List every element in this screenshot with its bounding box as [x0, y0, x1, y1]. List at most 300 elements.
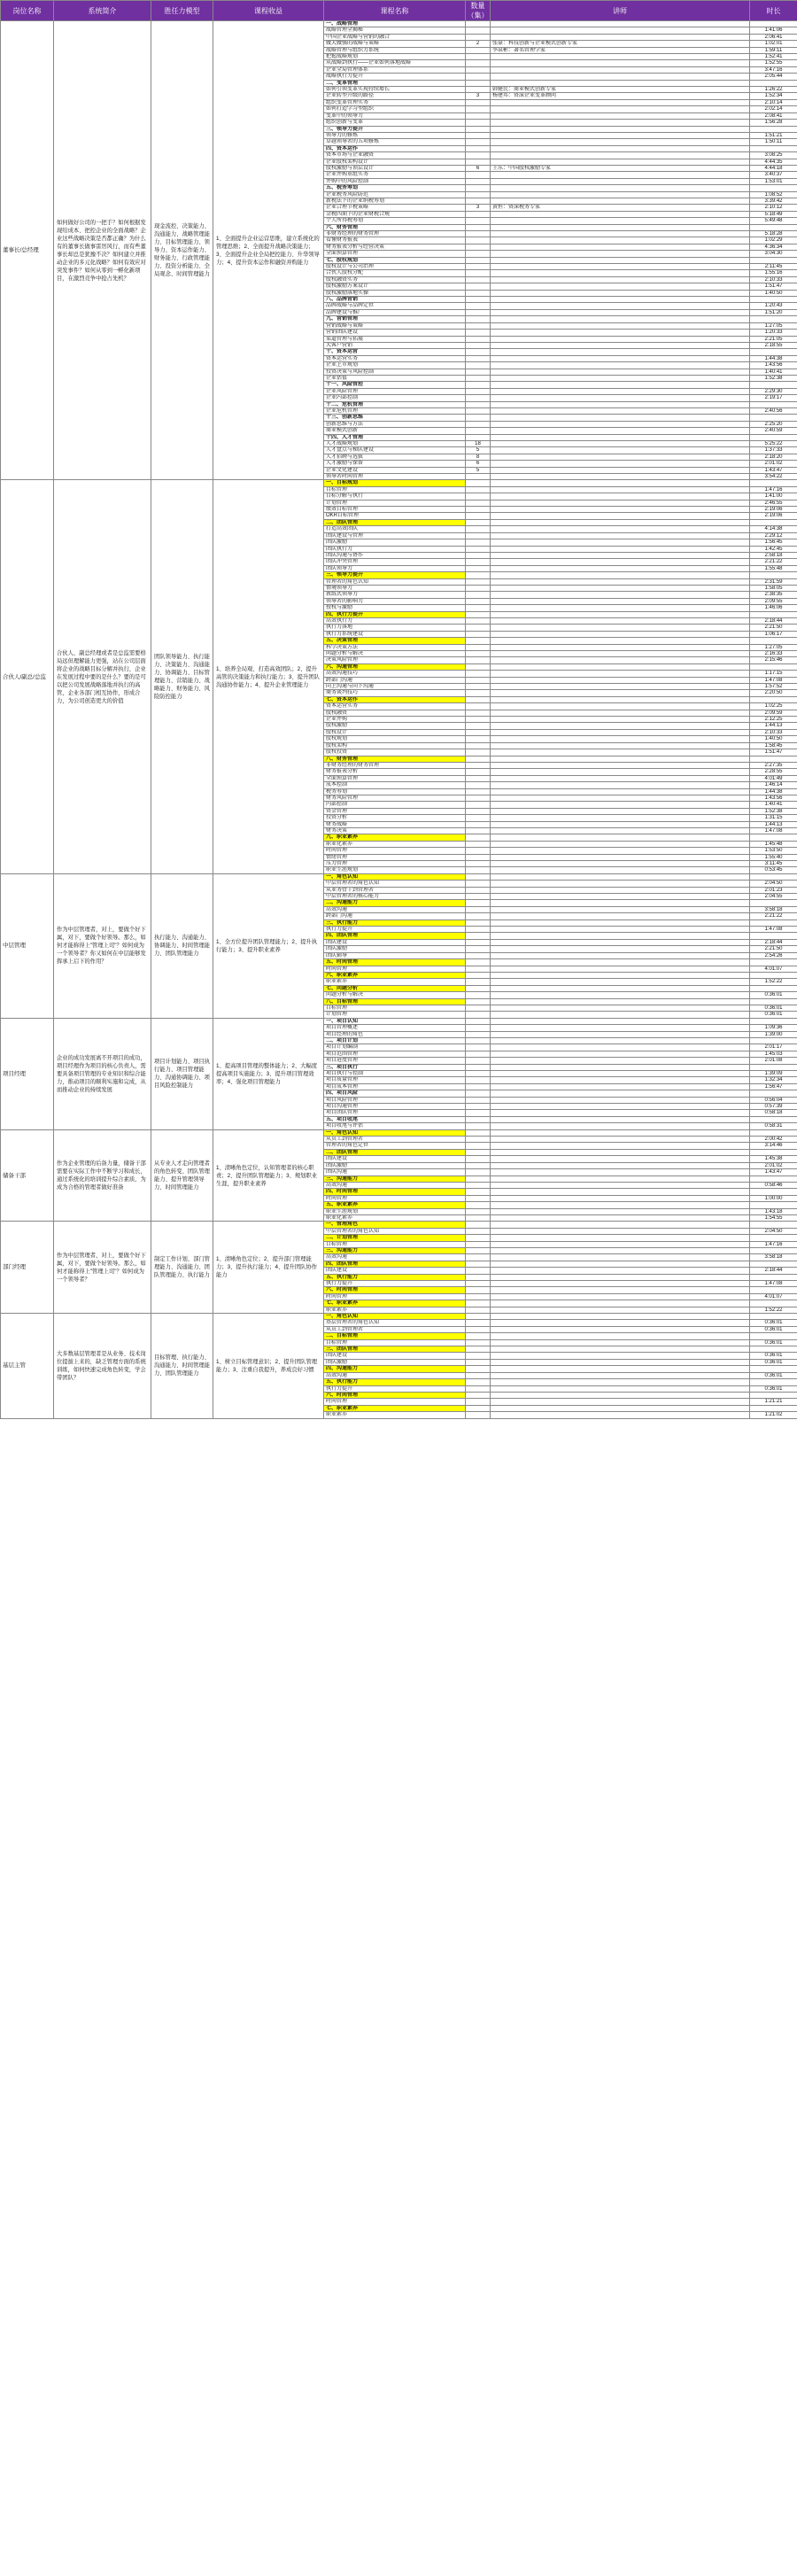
course-name: 七、职业素养: [324, 1405, 466, 1411]
course-teacher: [491, 625, 750, 631]
course-duration: 0:36:01: [750, 1353, 797, 1359]
course-count: [466, 1268, 491, 1274]
course-name: 金税四期下的企业财税合规: [324, 211, 466, 217]
course-teacher: [491, 99, 750, 105]
course-teacher: [491, 611, 750, 617]
course-name: 新税法下的企业纳税筹划: [324, 198, 466, 204]
course-count: [466, 355, 491, 361]
course-duration: 2:18:20: [750, 454, 797, 460]
course-count: [466, 592, 491, 598]
course-count: [466, 330, 491, 336]
course-count: [466, 762, 491, 768]
course-count: [466, 979, 491, 985]
group-position: 基层主管: [1, 1314, 54, 1419]
course-count: [466, 322, 491, 329]
course-teacher: [491, 873, 750, 880]
course-name: 如何引领变革实现持续增长: [324, 87, 466, 93]
course-duration: 1:47:16: [750, 486, 797, 493]
group-benefit: 1、提高项目管理的整体能力；2、大幅度提高项目实施能力；3、提升项目管理效率；4、强化项目管理能力: [213, 1018, 324, 1129]
course-duration: 0:53:45: [750, 867, 797, 873]
course-teacher: [491, 106, 750, 113]
course-count: [466, 900, 491, 906]
course-count: [466, 1326, 491, 1332]
course-name: 一、项目认知: [324, 1018, 466, 1024]
course-teacher: [491, 906, 750, 912]
course-name: 八、目标管理: [324, 998, 466, 1005]
course-duration: 1:54:55: [750, 1214, 797, 1221]
course-teacher: [491, 1037, 750, 1044]
course-duration: 1:37:33: [750, 447, 797, 454]
course-name: 全面预算管理: [324, 251, 466, 257]
course-duration: 0:36:01: [750, 992, 797, 998]
course-name: 跨部门沟通: [324, 913, 466, 919]
course-teacher: [491, 382, 750, 388]
course-count: [466, 1405, 491, 1411]
course-count: [466, 159, 491, 165]
course-duration: 1:40:41: [750, 369, 797, 375]
course-count: [466, 644, 491, 650]
course-name: 二、变革管理: [324, 80, 466, 86]
header-goal: 胜任力模型: [151, 1, 213, 21]
group-intro: 合伙人、副总经理或者是总监需要格局远但理解能力更强，站在公司层面将企业的战略目标分解并执行，企业在发展过程中要的是什么？要的是可以把公司发展战略落地并执行的高管，企业各部门相互协作，形成合力，为公司创造更大的价值: [54, 480, 151, 873]
course-name: 商业模式创新: [324, 428, 466, 434]
course-count: [466, 1202, 491, 1208]
course-teacher: [491, 881, 750, 887]
course-duration: [750, 1222, 797, 1228]
course-duration: 2:01:02: [750, 461, 797, 467]
course-count: [466, 231, 491, 237]
course-teacher: [491, 1025, 750, 1031]
course-name: 股权激励与顶层设计: [324, 165, 466, 171]
course-name: 决策风险管理: [324, 657, 466, 663]
course-name: 团队领导力: [324, 565, 466, 571]
course-name: 股权设计: [324, 729, 466, 735]
course-name: 四、执行力提升: [324, 611, 466, 617]
course-name: 资金管理: [324, 808, 466, 814]
course-count: 6: [466, 165, 491, 171]
course-duration: 1:47:08: [750, 1281, 797, 1287]
course-teacher: [491, 710, 750, 716]
group-intro: 企业的成功发展离不开项目的成功，项目经理作为项目的核心负责人，需要具备项目管理的专业知识和综合能力，推动项目的顺利实施和完成，从而推动企业的持续发展: [54, 1018, 151, 1129]
course-duration: 0:36:01: [750, 1385, 797, 1392]
course-teacher: [491, 526, 750, 532]
course-name: 项目沟通管理: [324, 1104, 466, 1110]
course-duration: 3:58:18: [750, 1254, 797, 1261]
course-name: 二、项目计划: [324, 1037, 466, 1044]
course-count: [466, 565, 491, 571]
course-teacher: [491, 802, 750, 808]
course-name: 七、问题分析: [324, 985, 466, 991]
course-count: [466, 152, 491, 159]
course-name: 六、沟通管理: [324, 663, 466, 670]
course-count: [466, 1399, 491, 1405]
course-name: 人才招聘与选拔: [324, 454, 466, 460]
course-teacher: [491, 362, 750, 369]
course-duration: 1:55:48: [750, 565, 797, 571]
course-count: [466, 126, 491, 132]
course-teacher: [491, 467, 750, 473]
course-count: [466, 1307, 491, 1313]
course-duration: 1:43:47: [750, 1169, 797, 1175]
course-teacher: [491, 1110, 750, 1116]
course-duration: 0:58:31: [750, 1123, 797, 1129]
course-duration: 2:21:50: [750, 625, 797, 631]
course-duration: 1:21:21: [750, 1399, 797, 1405]
course-name: 团队建设: [324, 1268, 466, 1274]
course-duration: [750, 919, 797, 926]
course-name: 税务筹划: [324, 788, 466, 795]
course-count: [466, 617, 491, 624]
course-teacher: 韩健民：商业模式创新专家: [491, 87, 750, 93]
course-name: 情绪管理: [324, 854, 466, 860]
course-name: 二、团队管理: [324, 519, 466, 525]
course-count: [466, 1077, 491, 1083]
course-teacher: [491, 342, 750, 348]
course-name: 卓越领导者的五项修炼: [324, 139, 466, 145]
course-duration: [750, 756, 797, 762]
course-teacher: [491, 559, 750, 565]
header-position: 岗位名称: [1, 1, 54, 21]
course-teacher: [491, 919, 750, 926]
course-teacher: [491, 854, 750, 860]
course-name: 项目经理的角色: [324, 1031, 466, 1037]
course-duration: 1:42:45: [750, 546, 797, 552]
course-teacher: [491, 1261, 750, 1267]
course-count: [466, 1287, 491, 1293]
course-teacher: [491, 848, 750, 854]
course-count: [466, 585, 491, 591]
course-duration: 1:45:38: [750, 1156, 797, 1162]
course-teacher: [491, 316, 750, 322]
course-teacher: [491, 113, 750, 119]
course-duration: [750, 873, 797, 880]
course-name: 五、执行能力: [324, 1379, 466, 1385]
course-teacher: 李泉彬：著名管理学家: [491, 47, 750, 53]
course-name: 绩效目标管理: [324, 507, 466, 513]
course-teacher: [491, 198, 750, 204]
course-teacher: [491, 145, 750, 151]
course-duration: [750, 611, 797, 617]
course-duration: 2:01:17: [750, 1044, 797, 1051]
course-name: 股权规划: [324, 736, 466, 742]
course-duration: 2:54:26: [750, 952, 797, 958]
course-name: 一、管理角色: [324, 1222, 466, 1228]
group-benefit: 1、培养全局观、打造高效团队；2、提升高管的决策能力和执行能力；3、提升团队沟通协作能力；4、提升企业管理能力: [213, 480, 324, 873]
course-name: 四、资本运作: [324, 145, 466, 151]
course-name: 全面预算管理: [324, 775, 466, 781]
course-name: 股权融资实务: [324, 276, 466, 283]
course-name: 战略管理全揭秘: [324, 27, 466, 34]
course-name: 股权设计与公司治理: [324, 264, 466, 270]
course-name: 执行力落地: [324, 625, 466, 631]
course-teacher: [491, 605, 750, 611]
course-teacher: [491, 1064, 750, 1070]
course-duration: 4:36:34: [750, 244, 797, 250]
course-count: [466, 939, 491, 945]
course-count: [466, 493, 491, 500]
course-duration: 2:06:41: [750, 34, 797, 40]
course-duration: 2:10:33: [750, 276, 797, 283]
course-count: [466, 723, 491, 729]
course-count: [466, 919, 491, 926]
course-duration: 1:47:08: [750, 677, 797, 683]
course-teacher: [491, 1412, 750, 1418]
course-count: [466, 388, 491, 394]
course-count: [466, 1300, 491, 1307]
course-count: [466, 434, 491, 440]
course-duration: 1:53:50: [750, 848, 797, 854]
course-teacher: [491, 1359, 750, 1365]
course-duration: [750, 1366, 797, 1372]
course-duration: [750, 1090, 797, 1097]
course-duration: [750, 1379, 797, 1385]
course-name: 团队激励: [324, 1162, 466, 1168]
course-teacher: [491, 1326, 750, 1332]
section-row: [1, 1018, 797, 1024]
course-teacher: [491, 1333, 750, 1339]
course-teacher: [491, 1018, 750, 1024]
course-count: [466, 382, 491, 388]
course-name: 目标管理: [324, 1241, 466, 1247]
course-duration: 1:52:38: [750, 375, 797, 381]
course-count: [466, 881, 491, 887]
course-teacher: [491, 1077, 750, 1083]
course-name: 十四、人才管理: [324, 434, 466, 440]
course-duration: [750, 1247, 797, 1253]
group-benefit: 1、全面提升企业运营思维，建立系统化的管理思维；2、全面提升战略决策能力；3、全面提升企业全局把控能力、升华领导力；4、提升资本运作和融资并购能力: [213, 21, 324, 480]
course-teacher: [491, 887, 750, 893]
course-count: [466, 532, 491, 539]
course-duration: 4:14:38: [750, 526, 797, 532]
course-name: 企业税务风险防范: [324, 191, 466, 198]
section-row: [1, 21, 797, 27]
course-name: 五、决策管理: [324, 638, 466, 644]
course-teacher: [491, 1044, 750, 1051]
course-duration: [750, 382, 797, 388]
course-name: 八、财务管理: [324, 756, 466, 762]
course-name: 企业文化建设: [324, 467, 466, 473]
course-count: [466, 1083, 491, 1090]
course-count: 5: [466, 467, 491, 473]
course-name: OKR目标管理: [324, 513, 466, 519]
course-teacher: [491, 762, 750, 768]
course-name: 五、时间管理: [324, 959, 466, 966]
course-name: 项目收尾与评估: [324, 1123, 466, 1129]
course-count: [466, 120, 491, 126]
course-teacher: [491, 1104, 750, 1110]
course-teacher: [491, 1320, 750, 1326]
course-count: [466, 276, 491, 283]
course-count: [466, 1018, 491, 1024]
course-count: [466, 775, 491, 781]
course-name: 四、时间管理: [324, 1189, 466, 1195]
course-teacher: [491, 684, 750, 690]
course-duration: 1:43:56: [750, 795, 797, 801]
course-name: 人才战略规划: [324, 441, 466, 447]
course-duration: 1:51:47: [750, 283, 797, 290]
course-teacher: [491, 407, 750, 414]
header-time: 时长: [750, 1, 797, 21]
course-duration: 2:08:41: [750, 113, 797, 119]
course-duration: 0:57:39: [750, 1104, 797, 1110]
course-count: [466, 270, 491, 276]
group-benefit: 1、树立目标管理意识；2、提升团队管理能力；3、注重自我提升，养成良好习惯: [213, 1314, 324, 1419]
course-teacher: [491, 21, 750, 27]
course-name: 职业化素养: [324, 1214, 466, 1221]
course-count: [466, 178, 491, 184]
course-name: 一、角色认知: [324, 873, 466, 880]
course-count: 5: [466, 447, 491, 454]
course-name: 目标管理: [324, 486, 466, 493]
course-teacher: [491, 428, 750, 434]
course-name: 非财务经理的财务管理: [324, 762, 466, 768]
course-teacher: [491, 1202, 750, 1208]
course-teacher: [491, 1339, 750, 1346]
course-duration: [750, 1405, 797, 1411]
course-count: 3: [466, 205, 491, 211]
course-teacher: [491, 565, 750, 571]
course-duration: [750, 998, 797, 1005]
course-duration: 3:40:37: [750, 172, 797, 178]
course-name: 十一、风险管控: [324, 382, 466, 388]
course-name: 项目进度管理: [324, 1058, 466, 1064]
course-teacher: 杨建邦：资深企业变革顾问: [491, 93, 750, 99]
course-count: [466, 1110, 491, 1116]
course-count: [466, 605, 491, 611]
course-name: 财务决策: [324, 827, 466, 834]
course-name: 情境领导力: [324, 585, 466, 591]
course-teacher: [491, 415, 750, 421]
course-count: [466, 54, 491, 60]
course-name: 项目计划编制: [324, 1044, 466, 1051]
course-teacher: [491, 933, 750, 939]
course-teacher: [491, 1287, 750, 1293]
course-count: [466, 1228, 491, 1234]
course-teacher: [491, 578, 750, 585]
course-teacher: [491, 749, 750, 756]
course-count: [466, 1012, 491, 1018]
course-duration: 1:44:38: [750, 355, 797, 361]
course-count: [466, 906, 491, 912]
course-teacher: [491, 631, 750, 637]
course-name: 五、执行能力: [324, 1274, 466, 1280]
course-count: 3: [466, 93, 491, 99]
course-count: [466, 815, 491, 821]
course-count: [466, 474, 491, 480]
course-teacher: [491, 27, 750, 34]
course-duration: 1:27:05: [750, 644, 797, 650]
course-teacher: [491, 126, 750, 132]
course-teacher: [491, 1143, 750, 1149]
header-benefit: 课程收益: [213, 1, 324, 21]
course-name: 股权融资: [324, 710, 466, 716]
group-intro: 大多数基层管理者是从业务、技术岗位提拔上来的，缺乏管理方面的系统训练，如何快速完成角色转变，学会带团队？: [54, 1314, 151, 1419]
course-count: [466, 894, 491, 900]
course-teacher: [491, 454, 750, 460]
course-count: [466, 638, 491, 644]
course-teacher: [491, 66, 750, 73]
course-teacher: [491, 1228, 750, 1234]
course-count: [466, 1241, 491, 1247]
course-count: [466, 1366, 491, 1372]
course-teacher: [491, 1281, 750, 1287]
course-name: 项目风险管理: [324, 1097, 466, 1103]
course-teacher: [491, 598, 750, 604]
course-count: [466, 507, 491, 513]
course-name: 营销战略与策略: [324, 322, 466, 329]
course-name: 七、资本运作: [324, 696, 466, 702]
course-count: [466, 795, 491, 801]
course-count: [466, 717, 491, 723]
course-duration: 1:43:47: [750, 467, 797, 473]
course-duration: 2:18:44: [750, 1268, 797, 1274]
course-teacher: [491, 461, 750, 467]
course-name: 七、职业素养: [324, 1300, 466, 1307]
course-name: 时间管理: [324, 1399, 466, 1405]
course-duration: 1:58:45: [750, 742, 797, 749]
course-count: [466, 1346, 491, 1353]
course-duration: [750, 316, 797, 322]
course-duration: 1:55:16: [750, 270, 797, 276]
course-name: 企业并购: [324, 717, 466, 723]
course-count: [466, 421, 491, 427]
group-goal: 目标管理、执行能力、沟通能力、时间管理能力、团队管理能力: [151, 1314, 213, 1419]
course-count: [466, 486, 491, 493]
course-count: [466, 631, 491, 637]
course-name: 中国企业战略与营销的融合: [324, 34, 466, 40]
course-name: 团队辅导: [324, 952, 466, 958]
course-duration: [750, 480, 797, 486]
course-count: [466, 1339, 491, 1346]
course-count: [466, 677, 491, 683]
course-teacher: [491, 972, 750, 978]
course-teacher: [491, 1222, 750, 1228]
course-teacher: [491, 270, 750, 276]
course-duration: 1:51:20: [750, 309, 797, 315]
course-count: [466, 578, 491, 585]
group-benefit: 1、清晰角色定位，认知管理者的核心职责；2、提升团队管理能力；3、规划职业生涯，提升职业素养: [213, 1129, 324, 1222]
course-duration: [750, 572, 797, 578]
course-count: [466, 1261, 491, 1267]
course-duration: [750, 1189, 797, 1195]
course-name: 高效执行力: [324, 617, 466, 624]
course-duration: [750, 663, 797, 670]
course-teacher: [491, 532, 750, 539]
course-teacher: [491, 979, 750, 985]
course-duration: [750, 21, 797, 27]
course-count: [466, 657, 491, 663]
course-name: 三、执行能力: [324, 919, 466, 926]
course-teacher: [491, 1058, 750, 1064]
course-duration: 2:21:05: [750, 336, 797, 342]
course-duration: [750, 1129, 797, 1136]
course-count: [466, 611, 491, 617]
course-count: [466, 1353, 491, 1359]
course-name: 项目质量管理: [324, 1077, 466, 1083]
course-duration: 2:12:25: [750, 717, 797, 723]
course-duration: 1:09:36: [750, 1025, 797, 1031]
course-name: 打造高效团队: [324, 526, 466, 532]
course-teacher: [491, 966, 750, 972]
course-name: 企业上市规划: [324, 362, 466, 369]
course-duration: 1:56:28: [750, 120, 797, 126]
course-count: [466, 625, 491, 631]
course-teacher: [491, 1392, 750, 1398]
course-teacher: [491, 795, 750, 801]
course-count: [466, 172, 491, 178]
course-name: 一、战略管理: [324, 21, 466, 27]
course-name: 团队沟通与协作: [324, 552, 466, 558]
